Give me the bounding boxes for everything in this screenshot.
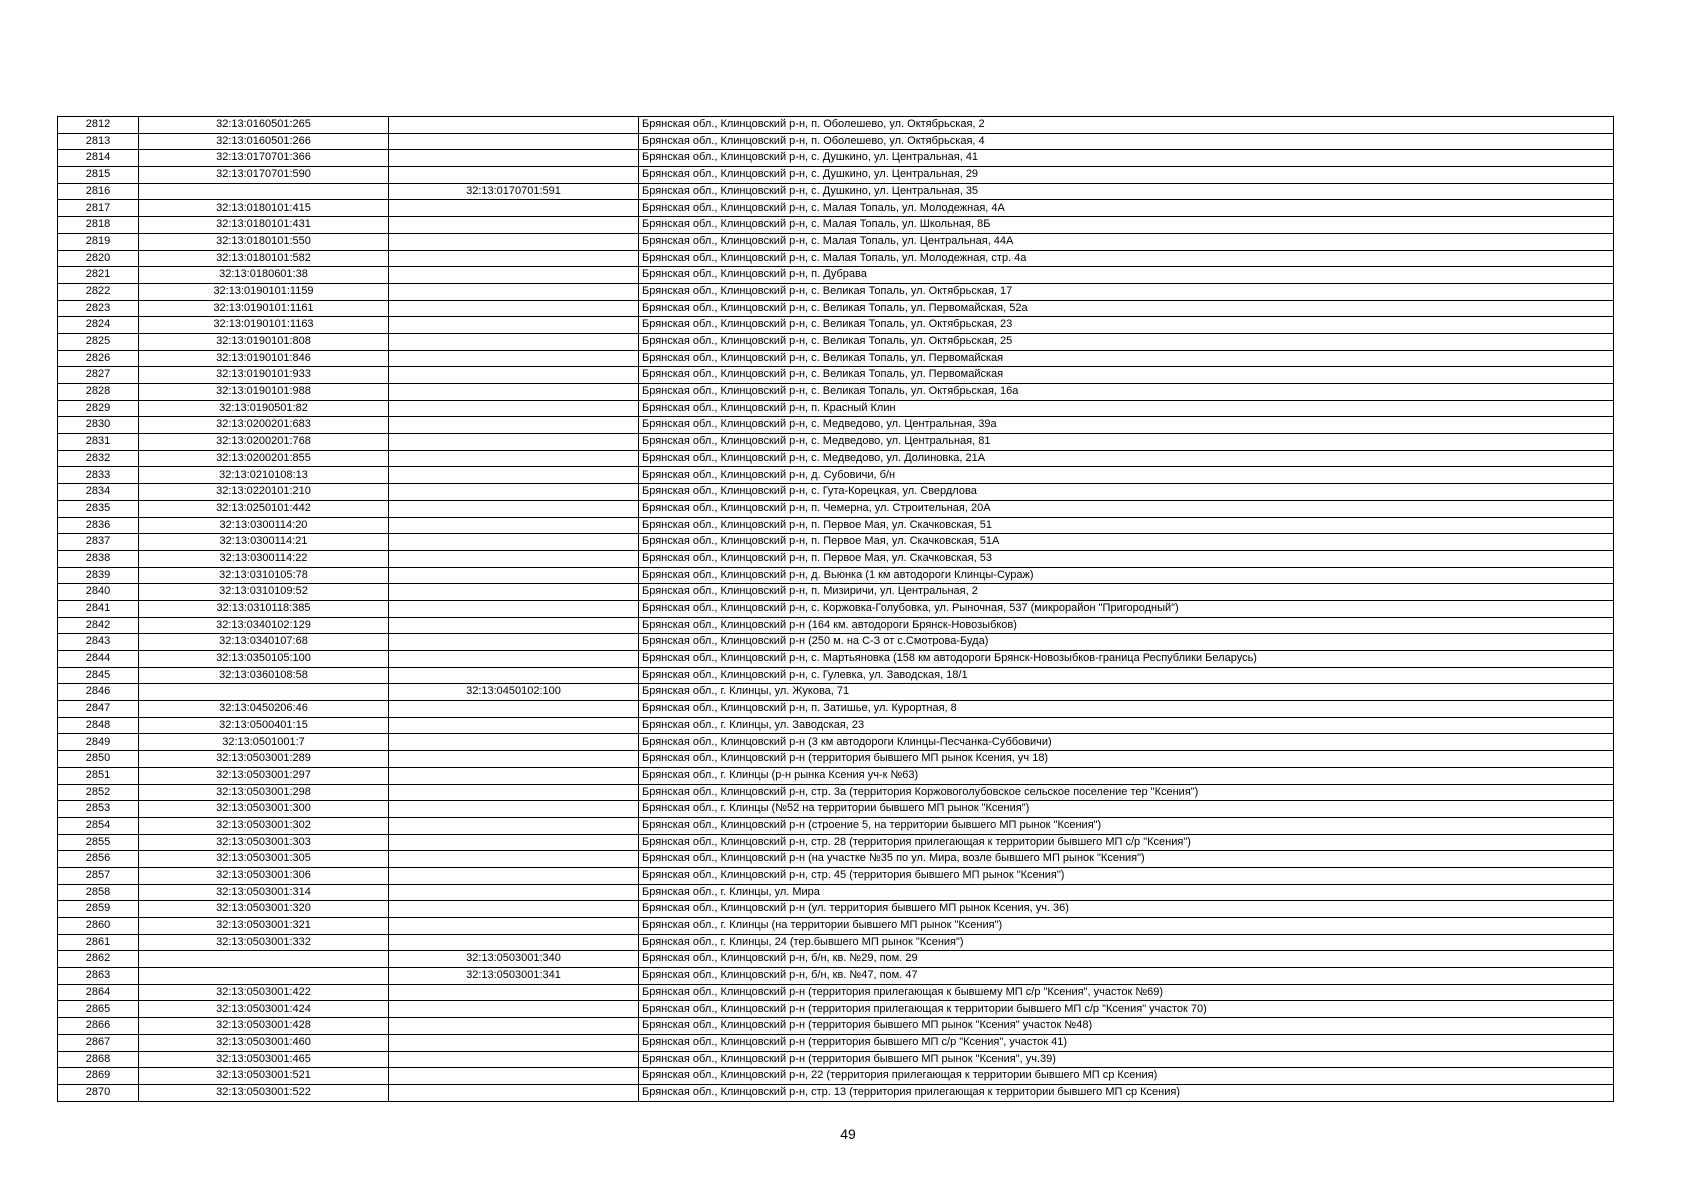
row-number-cell: 2846: [58, 684, 139, 701]
secondary-cadastral-number-cell: [389, 300, 639, 317]
secondary-cadastral-number-cell: [389, 834, 639, 851]
table-row: [58, 133, 1614, 150]
row-number-cell: 2814: [58, 150, 139, 167]
address-cell: Брянская обл., Клинцовский р-н, с. Великая Топаль, ул. Октябрьская, 16а: [639, 384, 1614, 401]
address-cell: Брянская обл., Клинцовский р-н, с. Гулевка, ул. Заводская, 18/1: [639, 667, 1614, 684]
table-row: [58, 1018, 1614, 1035]
secondary-cadastral-number-cell: [389, 918, 639, 935]
secondary-cadastral-number-cell: [389, 167, 639, 184]
row-number-cell: 2862: [58, 951, 139, 968]
row-number-cell: 2849: [58, 734, 139, 751]
cadastral-number-cell: 32:13:0170701:366: [139, 150, 389, 167]
table-row: [58, 634, 1614, 651]
secondary-cadastral-number-cell: [389, 450, 639, 467]
cadastral-number-cell: 32:13:0503001:321: [139, 918, 389, 935]
row-number-cell: 2829: [58, 400, 139, 417]
table-row: [58, 484, 1614, 501]
secondary-cadastral-number-cell: [389, 767, 639, 784]
table-row: [58, 567, 1614, 584]
table-row: [58, 784, 1614, 801]
address-cell: Брянская обл., Клинцовский р-н, с. Великая Топаль, ул. Первомайская: [639, 367, 1614, 384]
address-cell: Брянская обл., Клинцовский р-н, п. Дубрава: [639, 267, 1614, 284]
row-number-cell: 2839: [58, 567, 139, 584]
cadastral-number-cell: 32:13:0503001:303: [139, 834, 389, 851]
cadastral-number-cell: [139, 968, 389, 985]
secondary-cadastral-number-cell: [389, 467, 639, 484]
secondary-cadastral-number-cell: [389, 350, 639, 367]
table-row: [58, 651, 1614, 668]
cadastral-number-cell: 32:13:0503001:298: [139, 784, 389, 801]
cadastral-number-cell: 32:13:0450206:46: [139, 701, 389, 718]
table-row: [58, 434, 1614, 451]
table-row: [58, 617, 1614, 634]
address-cell: Брянская обл., Клинцовский р-н (территория прилегающая к территории бывшего МП с/р "Ксения" участок 70): [639, 1001, 1614, 1018]
address-cell: Брянская обл., Клинцовский р-н, с. Великая Топаль, ул. Октябрьская, 23: [639, 317, 1614, 334]
cadastral-number-cell: 32:13:0340102:129: [139, 617, 389, 634]
address-cell: Брянская обл., Клинцовский р-н, с. Малая Топаль, ул. Школьная, 8Б: [639, 217, 1614, 234]
table-row: [58, 801, 1614, 818]
row-number-cell: 2867: [58, 1034, 139, 1051]
row-number-cell: 2856: [58, 851, 139, 868]
row-number-cell: 2861: [58, 934, 139, 951]
cadastral-number-cell: 32:13:0503001:305: [139, 851, 389, 868]
secondary-cadastral-number-cell: [389, 317, 639, 334]
row-number-cell: 2865: [58, 1001, 139, 1018]
address-cell: Брянская обл., Клинцовский р-н, с. Великая Топаль, ул. Первомайская, 52а: [639, 300, 1614, 317]
row-number-cell: 2818: [58, 217, 139, 234]
table-row: [58, 517, 1614, 534]
cadastral-number-cell: 32:13:0190101:988: [139, 384, 389, 401]
row-number-cell: 2842: [58, 617, 139, 634]
cadastral-number-cell: 32:13:0503001:521: [139, 1068, 389, 1085]
address-cell: Брянская обл., Клинцовский р-н, с. Душкино, ул. Центральная, 35: [639, 183, 1614, 200]
cadastral-number-cell: 32:13:0310118:385: [139, 600, 389, 617]
secondary-cadastral-number-cell: [389, 901, 639, 918]
row-number-cell: 2824: [58, 317, 139, 334]
table-row: [58, 183, 1614, 200]
table-row: [58, 200, 1614, 217]
table-row: [58, 701, 1614, 718]
property-registry-table: [57, 116, 1614, 1102]
address-cell: Брянская обл., Клинцовский р-н, с. Малая Топаль, ул. Молодежная, 4А: [639, 200, 1614, 217]
table-row: [58, 767, 1614, 784]
address-cell: Брянская обл., Клинцовский р-н, с. Великая Топаль, ул. Октябрьская, 17: [639, 283, 1614, 300]
address-cell: Брянская обл., Клинцовский р-н, с. Малая Топаль, ул. Молодежная, стр. 4а: [639, 250, 1614, 267]
address-cell: Брянская обл., Клинцовский р-н (164 км. автодороги Брянск-Новозыбков): [639, 617, 1614, 634]
row-number-cell: 2838: [58, 550, 139, 567]
address-cell: Брянская обл., Клинцовский р-н, п. Первое Мая, ул. Скачковская, 51А: [639, 534, 1614, 551]
address-cell: Брянская обл., Клинцовский р-н (3 км автодороги Клинцы-Песчанка-Суббовичи): [639, 734, 1614, 751]
secondary-cadastral-number-cell: [389, 884, 639, 901]
address-cell: Брянская обл., Клинцовский р-н, с. Медведово, ул. Центральная, 39а: [639, 417, 1614, 434]
row-number-cell: 2819: [58, 233, 139, 250]
row-number-cell: 2822: [58, 283, 139, 300]
row-number-cell: 2847: [58, 701, 139, 718]
address-cell: Брянская обл., Клинцовский р-н, стр. 3а (территория Коржовоголубовское сельское поселение тер "Ксения"): [639, 784, 1614, 801]
row-number-cell: 2866: [58, 1018, 139, 1035]
address-cell: Брянская обл., г. Клинцы (№52 на территории бывшего МП рынок "Ксения"): [639, 801, 1614, 818]
table-row: [58, 150, 1614, 167]
row-number-cell: 2845: [58, 667, 139, 684]
row-number-cell: 2835: [58, 500, 139, 517]
cadastral-number-cell: 32:13:0190101:808: [139, 333, 389, 350]
address-cell: Брянская обл., Клинцовский р-н, с. Малая Топаль, ул. Центральная, 44А: [639, 233, 1614, 250]
table-row: [58, 333, 1614, 350]
table-row: [58, 584, 1614, 601]
secondary-cadastral-number-cell: 32:13:0503001:341: [389, 968, 639, 985]
address-cell: Брянская обл., Клинцовский р-н (ул. территория бывшего МП рынок Ксения, уч. 36): [639, 901, 1614, 918]
secondary-cadastral-number-cell: [389, 217, 639, 234]
cadastral-number-cell: 32:13:0180601:38: [139, 267, 389, 284]
secondary-cadastral-number-cell: [389, 1034, 639, 1051]
cadastral-number-cell: [139, 951, 389, 968]
table-row: [58, 550, 1614, 567]
row-number-cell: 2863: [58, 968, 139, 985]
row-number-cell: 2858: [58, 884, 139, 901]
row-number-cell: 2834: [58, 484, 139, 501]
cadastral-number-cell: 32:13:0190101:846: [139, 350, 389, 367]
row-number-cell: 2817: [58, 200, 139, 217]
cadastral-number-cell: 32:13:0503001:289: [139, 751, 389, 768]
address-cell: Брянская обл., г. Клинцы, ул. Мира: [639, 884, 1614, 901]
row-number-cell: 2836: [58, 517, 139, 534]
cadastral-number-cell: 32:13:0503001:332: [139, 934, 389, 951]
cadastral-number-cell: [139, 183, 389, 200]
table-row: [58, 884, 1614, 901]
address-cell: Брянская обл., Клинцовский р-н, п. Оболешево, ул. Октябрьская, 2: [639, 117, 1614, 134]
cadastral-number-cell: 32:13:0180101:550: [139, 233, 389, 250]
row-number-cell: 2840: [58, 584, 139, 601]
table-row: [58, 500, 1614, 517]
cadastral-number-cell: 32:13:0180101:431: [139, 217, 389, 234]
table-row: [58, 968, 1614, 985]
address-cell: Брянская обл., г. Клинцы, ул. Жукова, 71: [639, 684, 1614, 701]
secondary-cadastral-number-cell: [389, 934, 639, 951]
cadastral-number-cell: 32:13:0503001:320: [139, 901, 389, 918]
cadastral-number-cell: 32:13:0250101:442: [139, 500, 389, 517]
address-cell: Брянская обл., Клинцовский р-н, с. Великая Топаль, ул. Первомайская: [639, 350, 1614, 367]
row-number-cell: 2825: [58, 333, 139, 350]
table-row: [58, 167, 1614, 184]
table-row: [58, 267, 1614, 284]
address-cell: Брянская обл., Клинцовский р-н (территория бывшего МП рынок "Ксения", уч.39): [639, 1051, 1614, 1068]
row-number-cell: 2852: [58, 784, 139, 801]
row-number-cell: 2857: [58, 867, 139, 884]
secondary-cadastral-number-cell: [389, 1051, 639, 1068]
cadastral-number-cell: 32:13:0500401:15: [139, 717, 389, 734]
row-number-cell: 2833: [58, 467, 139, 484]
row-number-cell: 2860: [58, 918, 139, 935]
row-number-cell: 2827: [58, 367, 139, 384]
cadastral-number-cell: 32:13:0503001:522: [139, 1084, 389, 1101]
row-number-cell: 2868: [58, 1051, 139, 1068]
address-cell: Брянская обл., Клинцовский р-н, п. Красный Клин: [639, 400, 1614, 417]
table-row: [58, 600, 1614, 617]
secondary-cadastral-number-cell: [389, 651, 639, 668]
row-number-cell: 2826: [58, 350, 139, 367]
secondary-cadastral-number-cell: [389, 384, 639, 401]
address-cell: Брянская обл., Клинцовский р-н, с. Мартьяновка (158 км автодороги Брянск-Новозыбков-граница Республики Беларусь): [639, 651, 1614, 668]
table-row: [58, 1068, 1614, 1085]
table-row: [58, 984, 1614, 1001]
cadastral-number-cell: 32:13:0310109:52: [139, 584, 389, 601]
secondary-cadastral-number-cell: [389, 567, 639, 584]
table-row: [58, 717, 1614, 734]
secondary-cadastral-number-cell: [389, 417, 639, 434]
table-row: [58, 534, 1614, 551]
address-cell: Брянская обл., Клинцовский р-н, с. Гута-Корецкая, ул. Свердлова: [639, 484, 1614, 501]
address-cell: Брянская обл., Клинцовский р-н, п. Чемерна, ул. Строительная, 20А: [639, 500, 1614, 517]
cadastral-number-cell: 32:13:0350105:100: [139, 651, 389, 668]
secondary-cadastral-number-cell: [389, 984, 639, 1001]
secondary-cadastral-number-cell: [389, 500, 639, 517]
cadastral-number-cell: 32:13:0300114:20: [139, 517, 389, 534]
secondary-cadastral-number-cell: [389, 1001, 639, 1018]
secondary-cadastral-number-cell: [389, 667, 639, 684]
table-row: [58, 851, 1614, 868]
secondary-cadastral-number-cell: [389, 584, 639, 601]
address-cell: Брянская обл., Клинцовский р-н, с. Душкино, ул. Центральная, 29: [639, 167, 1614, 184]
cadastral-number-cell: 32:13:0503001:424: [139, 1001, 389, 1018]
table-row: [58, 217, 1614, 234]
secondary-cadastral-number-cell: [389, 367, 639, 384]
address-cell: Брянская обл., Клинцовский р-н, стр. 45 (территория бывшего МП рынок "Ксения"): [639, 867, 1614, 884]
address-cell: Брянская обл., г. Клинцы, ул. Заводская, 23: [639, 717, 1614, 734]
cadastral-number-cell: 32:13:0503001:306: [139, 867, 389, 884]
secondary-cadastral-number-cell: [389, 867, 639, 884]
row-number-cell: 2855: [58, 834, 139, 851]
row-number-cell: 2869: [58, 1068, 139, 1085]
table-row: [58, 1034, 1614, 1051]
table-row: [58, 117, 1614, 134]
cadastral-number-cell: 32:13:0200201:683: [139, 417, 389, 434]
secondary-cadastral-number-cell: [389, 200, 639, 217]
address-cell: Брянская обл., Клинцовский р-н (территория бывшего МП рынок Ксения, уч 18): [639, 751, 1614, 768]
cadastral-number-cell: 32:13:0503001:314: [139, 884, 389, 901]
table-row: [58, 233, 1614, 250]
table-row: [58, 250, 1614, 267]
address-cell: Брянская обл., г. Клинцы (на территории бывшего МП рынок "Ксения"): [639, 918, 1614, 935]
cadastral-number-cell: 32:13:0503001:300: [139, 801, 389, 818]
address-cell: Брянская обл., Клинцовский р-н, с. Медведово, ул. Центральная, 81: [639, 434, 1614, 451]
cadastral-number-cell: 32:13:0340107:68: [139, 634, 389, 651]
table-row: [58, 283, 1614, 300]
row-number-cell: 2813: [58, 133, 139, 150]
cadastral-number-cell: 32:13:0503001:302: [139, 817, 389, 834]
secondary-cadastral-number-cell: [389, 267, 639, 284]
row-number-cell: 2848: [58, 717, 139, 734]
secondary-cadastral-number-cell: [389, 550, 639, 567]
cadastral-number-cell: 32:13:0503001:465: [139, 1051, 389, 1068]
address-cell: Брянская обл., Клинцовский р-н, п. Первое Мая, ул. Скачковская, 51: [639, 517, 1614, 534]
secondary-cadastral-number-cell: [389, 534, 639, 551]
row-number-cell: 2844: [58, 651, 139, 668]
table-row: [58, 684, 1614, 701]
table-row: [58, 350, 1614, 367]
address-cell: Брянская обл., Клинцовский р-н, п. Первое Мая, ул. Скачковская, 53: [639, 550, 1614, 567]
table-row: [58, 1084, 1614, 1101]
address-cell: Брянская обл., Клинцовский р-н, 22 (территория прилегающая к территории бывшего МП ср Ксения): [639, 1068, 1614, 1085]
table-row: [58, 867, 1614, 884]
row-number-cell: 2854: [58, 817, 139, 834]
cadastral-number-cell: [139, 684, 389, 701]
table-row: [58, 734, 1614, 751]
row-number-cell: 2832: [58, 450, 139, 467]
address-cell: Брянская обл., Клинцовский р-н, стр. 28 (территория прилегающая к территории бывшего МП с/р "Ксения"): [639, 834, 1614, 851]
cadastral-number-cell: 32:13:0200201:768: [139, 434, 389, 451]
table-row: [58, 367, 1614, 384]
row-number-cell: 2864: [58, 984, 139, 1001]
row-number-cell: 2812: [58, 117, 139, 134]
secondary-cadastral-number-cell: [389, 734, 639, 751]
secondary-cadastral-number-cell: [389, 434, 639, 451]
address-cell: Брянская обл., г. Клинцы (р-н рынка Ксения уч-к №63): [639, 767, 1614, 784]
secondary-cadastral-number-cell: [389, 133, 639, 150]
address-cell: Брянская обл., Клинцовский р-н (территория бывшего МП с/р "Ксения", участок 41): [639, 1034, 1614, 1051]
secondary-cadastral-number-cell: [389, 400, 639, 417]
address-cell: Брянская обл., Клинцовский р-н, п. Мизиричи, ул. Центральная, 2: [639, 584, 1614, 601]
secondary-cadastral-number-cell: [389, 634, 639, 651]
secondary-cadastral-number-cell: [389, 617, 639, 634]
secondary-cadastral-number-cell: 32:13:0170701:591: [389, 183, 639, 200]
row-number-cell: 2850: [58, 751, 139, 768]
cadastral-number-cell: 32:13:0200201:855: [139, 450, 389, 467]
cadastral-number-cell: 32:13:0220101:210: [139, 484, 389, 501]
secondary-cadastral-number-cell: [389, 801, 639, 818]
address-cell: Брянская обл., Клинцовский р-н (250 м. на С-З от с.Смотрова-Буда): [639, 634, 1614, 651]
secondary-cadastral-number-cell: [389, 150, 639, 167]
table-row: [58, 751, 1614, 768]
row-number-cell: 2816: [58, 183, 139, 200]
page-number: 49: [840, 1126, 856, 1142]
address-cell: Брянская обл., Клинцовский р-н, п. Оболешево, ул. Октябрьская, 4: [639, 133, 1614, 150]
address-cell: Брянская обл., Клинцовский р-н, стр. 13 (территория прилегающая к территории бывшего МП ср Ксения): [639, 1084, 1614, 1101]
cadastral-number-cell: 32:13:0190101:1159: [139, 283, 389, 300]
address-cell: Брянская обл., Клинцовский р-н (территория прилегающая к бывшему МП с/р "Ксения", участок №69): [639, 984, 1614, 1001]
row-number-cell: 2820: [58, 250, 139, 267]
cadastral-number-cell: 32:13:0160501:265: [139, 117, 389, 134]
row-number-cell: 2837: [58, 534, 139, 551]
secondary-cadastral-number-cell: 32:13:0503001:340: [389, 951, 639, 968]
address-cell: Брянская обл., Клинцовский р-н, б/н, кв. №29, пом. 29: [639, 951, 1614, 968]
row-number-cell: 2831: [58, 434, 139, 451]
row-number-cell: 2815: [58, 167, 139, 184]
address-cell: Брянская обл., Клинцовский р-н, с. Душкино, ул. Центральная, 41: [639, 150, 1614, 167]
secondary-cadastral-number-cell: [389, 784, 639, 801]
cadastral-number-cell: 32:13:0503001:460: [139, 1034, 389, 1051]
secondary-cadastral-number-cell: [389, 717, 639, 734]
cadastral-number-cell: 32:13:0190501:82: [139, 400, 389, 417]
address-cell: Брянская обл., Клинцовский р-н, б/н, кв. №47, пом. 47: [639, 968, 1614, 985]
secondary-cadastral-number-cell: [389, 851, 639, 868]
row-number-cell: 2870: [58, 1084, 139, 1101]
row-number-cell: 2823: [58, 300, 139, 317]
address-cell: Брянская обл., Клинцовский р-н, п. Затишье, ул. Курортная, 8: [639, 701, 1614, 718]
secondary-cadastral-number-cell: [389, 517, 639, 534]
address-cell: Брянская обл., г. Клинцы, 24 (тер.бывшего МП рынок "Ксения"): [639, 934, 1614, 951]
address-cell: Брянская обл., Клинцовский р-н, д. Вьюнка (1 км автодороги Клинцы-Сураж): [639, 567, 1614, 584]
table-row: [58, 300, 1614, 317]
secondary-cadastral-number-cell: [389, 1084, 639, 1101]
secondary-cadastral-number-cell: 32:13:0450102:100: [389, 684, 639, 701]
secondary-cadastral-number-cell: [389, 1068, 639, 1085]
row-number-cell: 2851: [58, 767, 139, 784]
cadastral-number-cell: 32:13:0180101:415: [139, 200, 389, 217]
address-cell: Брянская обл., Клинцовский р-н (строение 5, на территории бывшего МП рынок "Ксения"): [639, 817, 1614, 834]
table-row: [58, 817, 1614, 834]
secondary-cadastral-number-cell: [389, 751, 639, 768]
registry-table-body: [58, 117, 1614, 1102]
cadastral-number-cell: 32:13:0160501:266: [139, 133, 389, 150]
table-row: [58, 667, 1614, 684]
address-cell: Брянская обл., Клинцовский р-н (территория бывшего МП рынок "Ксения" участок №48): [639, 1018, 1614, 1035]
row-number-cell: 2841: [58, 600, 139, 617]
table-row: [58, 417, 1614, 434]
secondary-cadastral-number-cell: [389, 283, 639, 300]
table-row: [58, 901, 1614, 918]
cadastral-number-cell: 32:13:0170701:590: [139, 167, 389, 184]
cadastral-number-cell: 32:13:0190101:1163: [139, 317, 389, 334]
address-cell: Брянская обл., Клинцовский р-н, с. Великая Топаль, ул. Октябрьская, 25: [639, 333, 1614, 350]
address-cell: Брянская обл., Клинцовский р-н, с. Коржовка-Голубовка, ул. Рыночная, 537 (микрорайон "Пригородный"): [639, 600, 1614, 617]
secondary-cadastral-number-cell: [389, 484, 639, 501]
cadastral-number-cell: 32:13:0360108:58: [139, 667, 389, 684]
row-number-cell: 2859: [58, 901, 139, 918]
secondary-cadastral-number-cell: [389, 701, 639, 718]
table-row: [58, 951, 1614, 968]
table-row: [58, 317, 1614, 334]
cadastral-number-cell: 32:13:0300114:21: [139, 534, 389, 551]
row-number-cell: 2830: [58, 417, 139, 434]
secondary-cadastral-number-cell: [389, 600, 639, 617]
secondary-cadastral-number-cell: [389, 333, 639, 350]
cadastral-number-cell: 32:13:0503001:297: [139, 767, 389, 784]
table-row: [58, 467, 1614, 484]
address-cell: Брянская обл., Клинцовский р-н, с. Медведово, ул. Долиновка, 21А: [639, 450, 1614, 467]
table-row: [58, 1051, 1614, 1068]
table-row: [58, 918, 1614, 935]
table-row: [58, 400, 1614, 417]
row-number-cell: 2828: [58, 384, 139, 401]
cadastral-number-cell: 32:13:0501001:7: [139, 734, 389, 751]
cadastral-number-cell: 32:13:0190101:933: [139, 367, 389, 384]
secondary-cadastral-number-cell: [389, 1018, 639, 1035]
secondary-cadastral-number-cell: [389, 117, 639, 134]
table-row: [58, 450, 1614, 467]
row-number-cell: 2843: [58, 634, 139, 651]
cadastral-number-cell: 32:13:0503001:422: [139, 984, 389, 1001]
cadastral-number-cell: 32:13:0300114:22: [139, 550, 389, 567]
table-row: [58, 1001, 1614, 1018]
table-row: [58, 834, 1614, 851]
address-cell: Брянская обл., Клинцовский р-н, д. Субовичи, б/н: [639, 467, 1614, 484]
cadastral-number-cell: 32:13:0310105:78: [139, 567, 389, 584]
table-row: [58, 934, 1614, 951]
cadastral-number-cell: 32:13:0503001:428: [139, 1018, 389, 1035]
row-number-cell: 2821: [58, 267, 139, 284]
secondary-cadastral-number-cell: [389, 250, 639, 267]
cadastral-number-cell: 32:13:0180101:582: [139, 250, 389, 267]
cadastral-number-cell: 32:13:0210108:13: [139, 467, 389, 484]
table-row: [58, 384, 1614, 401]
cadastral-number-cell: 32:13:0190101:1161: [139, 300, 389, 317]
secondary-cadastral-number-cell: [389, 233, 639, 250]
row-number-cell: 2853: [58, 801, 139, 818]
secondary-cadastral-number-cell: [389, 817, 639, 834]
address-cell: Брянская обл., Клинцовский р-н (на участке №35 по ул. Мира, возле бывшего МП рынок "Ксения"): [639, 851, 1614, 868]
